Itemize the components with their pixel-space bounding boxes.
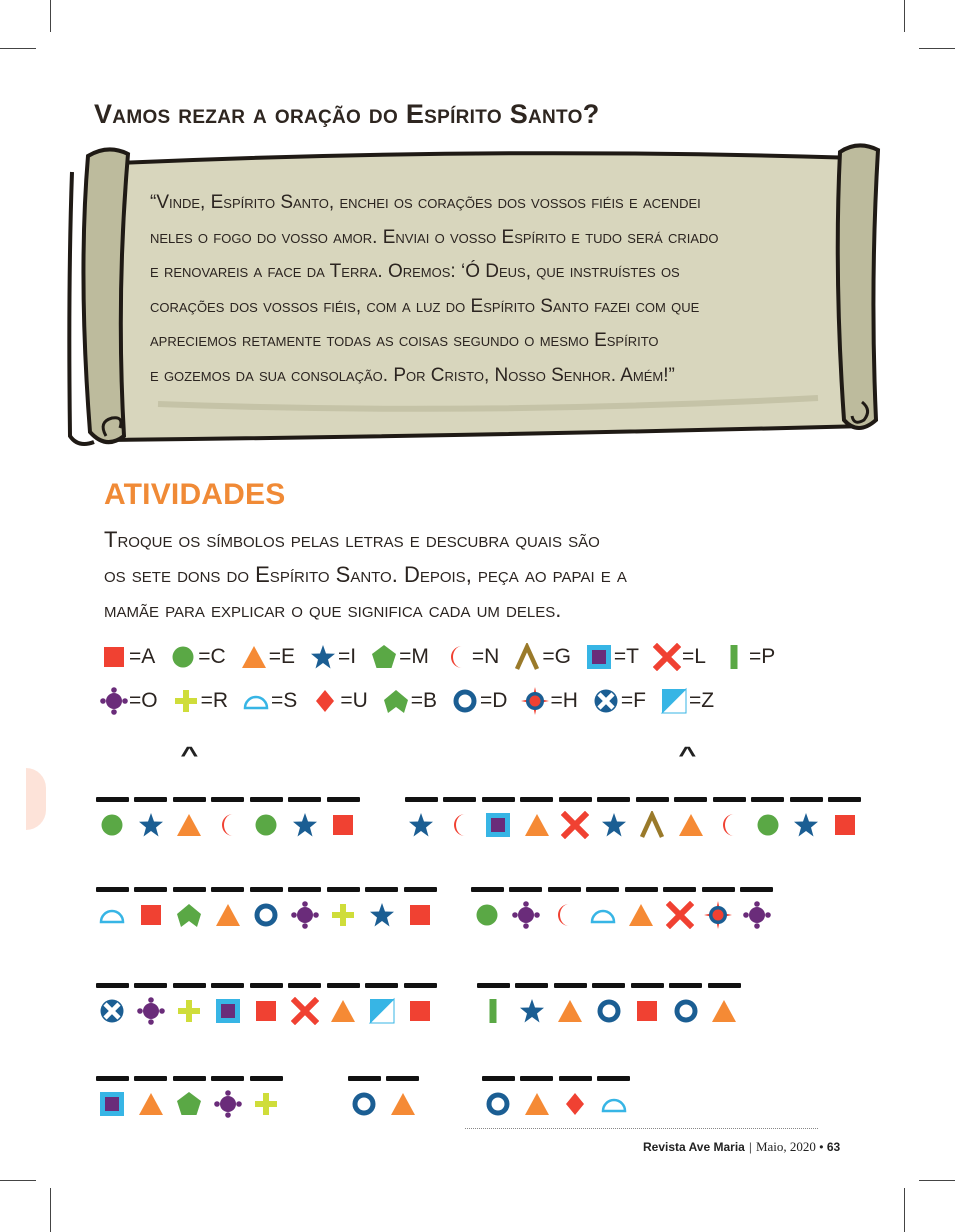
legend-letter: =L bbox=[682, 645, 706, 668]
answer-line bbox=[669, 983, 702, 988]
instruction-line: Troque os símbolos pelas letras e descubra quais são bbox=[104, 527, 600, 552]
letter-blank[interactable] bbox=[468, 887, 507, 929]
answer-line bbox=[708, 983, 741, 988]
answer-line bbox=[592, 983, 625, 988]
purple-compass-icon bbox=[291, 901, 319, 929]
letter-blank[interactable] bbox=[633, 797, 672, 839]
legend-key bbox=[720, 643, 775, 671]
puzzle-word bbox=[93, 797, 363, 839]
blue-star-icon bbox=[518, 997, 546, 1025]
letter-blank[interactable] bbox=[628, 983, 667, 1025]
blue-star-icon bbox=[291, 811, 319, 839]
orange-triangle-icon bbox=[137, 1090, 165, 1118]
letter-blank[interactable] bbox=[479, 797, 518, 839]
answer-line bbox=[134, 887, 167, 892]
answer-line bbox=[211, 1076, 244, 1081]
letter-blank[interactable] bbox=[209, 797, 248, 839]
orange-triangle-icon bbox=[214, 901, 242, 929]
letter-blank[interactable] bbox=[247, 797, 286, 839]
purple-compass-icon bbox=[100, 687, 128, 715]
answer-line bbox=[327, 983, 360, 988]
answer-line bbox=[365, 887, 398, 892]
purple-compass-icon bbox=[743, 901, 771, 929]
letter-blank[interactable] bbox=[247, 983, 286, 1025]
accent-caret: ^ bbox=[678, 742, 697, 767]
answer-line bbox=[751, 797, 784, 802]
orange-triangle-icon bbox=[389, 1090, 417, 1118]
answer-line bbox=[597, 797, 630, 802]
letter-blank[interactable] bbox=[667, 983, 706, 1025]
answer-line bbox=[559, 797, 592, 802]
letter-blank[interactable] bbox=[132, 797, 171, 839]
answer-line bbox=[250, 797, 283, 802]
letter-blank[interactable] bbox=[474, 983, 513, 1025]
letter-blank[interactable] bbox=[556, 1076, 595, 1118]
answer-line bbox=[554, 983, 587, 988]
prayer-line: apreciemos retamente todas as coisas segundo o mesmo Espírito bbox=[150, 330, 659, 351]
answer-line bbox=[288, 887, 321, 892]
answer-line bbox=[250, 983, 283, 988]
letter-blank[interactable] bbox=[507, 887, 546, 929]
answer-line bbox=[173, 887, 206, 892]
symbol-legend-row-1 bbox=[100, 640, 789, 674]
letter-blank[interactable] bbox=[556, 797, 595, 839]
legend-letter: =F bbox=[620, 689, 647, 712]
blue-x-circle-icon bbox=[592, 687, 620, 715]
puzzle-word bbox=[474, 983, 744, 1025]
answer-line bbox=[327, 797, 360, 802]
letter-blank[interactable] bbox=[738, 887, 777, 929]
yellow-plus-icon bbox=[175, 997, 203, 1025]
page-number: 63 bbox=[826, 1140, 841, 1154]
answer-line bbox=[348, 1076, 381, 1081]
answer-line bbox=[674, 797, 707, 802]
legend-key bbox=[382, 687, 437, 715]
letter-blank[interactable] bbox=[345, 1076, 384, 1118]
puzzle-word bbox=[93, 1076, 286, 1118]
letter-blank[interactable] bbox=[551, 983, 590, 1025]
legend-key bbox=[521, 687, 577, 715]
letter-blank[interactable] bbox=[324, 887, 363, 929]
green-house-icon bbox=[175, 901, 203, 929]
answer-line bbox=[515, 983, 548, 988]
prayer-text bbox=[150, 186, 830, 393]
letter-blank[interactable] bbox=[286, 797, 325, 839]
letter-blank[interactable] bbox=[170, 983, 209, 1025]
blue-dome-icon bbox=[98, 901, 126, 929]
letter-blank[interactable] bbox=[132, 887, 171, 929]
red-square-icon bbox=[137, 901, 165, 929]
letter-blank[interactable] bbox=[479, 1076, 518, 1118]
yellow-plus-icon bbox=[329, 901, 357, 929]
blue-x-circle-icon bbox=[98, 997, 126, 1025]
answer-line bbox=[173, 1076, 206, 1081]
legend-letter: =C bbox=[198, 645, 226, 668]
letter-blank[interactable] bbox=[622, 887, 661, 929]
red-crescent-icon bbox=[446, 811, 474, 839]
page-footer bbox=[643, 1139, 840, 1155]
brown-chevron-icon bbox=[638, 811, 666, 839]
green-circle-icon bbox=[473, 901, 501, 929]
blue-star-icon bbox=[792, 811, 820, 839]
letter-blank[interactable] bbox=[93, 1076, 132, 1118]
red-crescent-icon bbox=[443, 643, 471, 671]
letter-blank[interactable] bbox=[209, 1076, 248, 1118]
letter-blank[interactable] bbox=[699, 887, 738, 929]
prayer-line: e renovareis a face da Terra. Oremos: ‘Ó Deus, que instruístes os bbox=[150, 261, 680, 282]
blue-ring-icon bbox=[451, 687, 479, 715]
red-crescent-icon bbox=[550, 901, 578, 929]
red-x-icon bbox=[653, 643, 681, 671]
letter-blank[interactable] bbox=[749, 797, 788, 839]
legend-key bbox=[370, 643, 429, 671]
blue-split-square-icon bbox=[368, 997, 396, 1025]
legend-letter: =D bbox=[480, 689, 508, 712]
answer-line bbox=[471, 887, 504, 892]
purple-framed-square-icon bbox=[98, 1090, 126, 1118]
blue-dome-icon bbox=[589, 901, 617, 929]
brown-chevron-icon bbox=[513, 643, 541, 671]
activities-heading: ATIVIDADES bbox=[104, 478, 286, 511]
green-circle-icon bbox=[754, 811, 782, 839]
answer-line bbox=[559, 1076, 592, 1081]
crop-mark bbox=[0, 48, 36, 49]
answer-line bbox=[702, 887, 735, 892]
prayer-line: e gozemos da sua consolação. Por Cristo, Nosso Senhor. Amém!” bbox=[150, 364, 675, 386]
legend-letter: =G bbox=[542, 645, 571, 668]
red-target-icon bbox=[704, 901, 732, 929]
answer-line bbox=[96, 1076, 129, 1081]
blue-star-icon bbox=[407, 811, 435, 839]
red-x-icon bbox=[666, 901, 694, 929]
legend-letter: =M bbox=[399, 645, 429, 668]
red-target-icon bbox=[521, 687, 549, 715]
letter-blank[interactable] bbox=[672, 797, 711, 839]
letter-blank[interactable] bbox=[170, 1076, 209, 1118]
answer-line bbox=[520, 797, 553, 802]
letter-blank[interactable] bbox=[826, 797, 865, 839]
answer-line bbox=[404, 887, 437, 892]
red-diamond-icon bbox=[311, 687, 339, 715]
answer-line bbox=[404, 983, 437, 988]
answer-line bbox=[597, 1076, 630, 1081]
answer-line bbox=[386, 1076, 419, 1081]
footer-bullet: • bbox=[819, 1140, 824, 1154]
legend-key bbox=[660, 687, 714, 715]
blue-ring-icon bbox=[484, 1090, 512, 1118]
legend-key bbox=[172, 687, 228, 715]
red-diamond-icon bbox=[561, 1090, 589, 1118]
orange-triangle-icon bbox=[523, 1090, 551, 1118]
answer-line bbox=[482, 1076, 515, 1081]
answer-line bbox=[663, 887, 696, 892]
orange-triangle-icon bbox=[677, 811, 705, 839]
letter-blank[interactable] bbox=[518, 1076, 557, 1118]
puzzle-word bbox=[93, 887, 440, 929]
symbol-legend-row-2 bbox=[100, 684, 728, 718]
puzzle-word bbox=[468, 887, 776, 929]
answer-line bbox=[548, 887, 581, 892]
legend-letter: =U bbox=[340, 689, 368, 712]
letter-blank[interactable] bbox=[93, 887, 132, 929]
purple-compass-icon bbox=[214, 1090, 242, 1118]
legend-key bbox=[653, 643, 706, 671]
blue-ring-icon bbox=[672, 997, 700, 1025]
legend-letter: =H bbox=[550, 689, 578, 712]
legend-key bbox=[242, 687, 297, 715]
answer-line bbox=[288, 983, 321, 988]
letter-blank[interactable] bbox=[93, 797, 132, 839]
answer-line bbox=[477, 983, 510, 988]
blue-star-icon bbox=[137, 811, 165, 839]
answer-line bbox=[636, 797, 669, 802]
legend-key bbox=[311, 687, 367, 715]
answer-line bbox=[790, 797, 823, 802]
legend-key bbox=[309, 643, 356, 671]
answer-line bbox=[173, 983, 206, 988]
answer-line bbox=[443, 797, 476, 802]
red-square-icon bbox=[406, 901, 434, 929]
letter-blank[interactable] bbox=[402, 797, 441, 839]
blue-star-icon bbox=[368, 901, 396, 929]
crop-mark bbox=[919, 48, 955, 49]
answer-line bbox=[96, 797, 129, 802]
letter-blank[interactable] bbox=[595, 1076, 634, 1118]
letter-blank[interactable] bbox=[93, 983, 132, 1025]
red-square-icon bbox=[633, 997, 661, 1025]
letter-blank[interactable] bbox=[170, 887, 209, 929]
letter-blank[interactable] bbox=[132, 1076, 171, 1118]
green-pentagon-icon bbox=[370, 643, 398, 671]
letter-blank[interactable] bbox=[441, 797, 480, 839]
legend-letter: =B bbox=[410, 689, 438, 712]
purple-framed-square-icon bbox=[484, 811, 512, 839]
purple-compass-icon bbox=[512, 901, 540, 929]
blue-dome-icon bbox=[600, 1090, 628, 1118]
legend-key bbox=[443, 643, 499, 671]
green-pentagon-icon bbox=[175, 1090, 203, 1118]
answer-line bbox=[631, 983, 664, 988]
blue-ring-icon bbox=[252, 901, 280, 929]
answer-line bbox=[625, 887, 658, 892]
letter-blank[interactable] bbox=[787, 797, 826, 839]
letter-blank[interactable] bbox=[170, 797, 209, 839]
answer-line bbox=[586, 887, 619, 892]
purple-framed-square-icon bbox=[214, 997, 242, 1025]
green-circle-icon bbox=[169, 643, 197, 671]
legend-key bbox=[585, 643, 639, 671]
green-circle-icon bbox=[252, 811, 280, 839]
legend-key bbox=[451, 687, 507, 715]
legend-key bbox=[169, 643, 225, 671]
prayer-line: “Vinde, Espírito Santo, enchei os corações dos vossos fiéis e acendei bbox=[150, 192, 701, 213]
legend-letter: =E bbox=[268, 645, 295, 668]
legend-letter: =N bbox=[471, 645, 500, 668]
blue-star-icon bbox=[600, 811, 628, 839]
instructions bbox=[104, 522, 744, 627]
answer-line bbox=[288, 797, 321, 802]
green-house-icon bbox=[382, 687, 410, 715]
red-crescent-icon bbox=[214, 811, 242, 839]
page-title: Vamos rezar a oração do Espírito Santo? bbox=[94, 99, 600, 129]
answer-line bbox=[96, 983, 129, 988]
letter-blank[interactable] bbox=[384, 1076, 423, 1118]
answer-line bbox=[740, 887, 773, 892]
instruction-line: os sete dons do Espírito Santo. Depois, peça ao papai e a bbox=[104, 562, 627, 587]
purple-framed-square-icon bbox=[585, 643, 613, 671]
answer-line bbox=[520, 1076, 553, 1081]
legend-letter: =I bbox=[338, 645, 357, 668]
letter-blank[interactable] bbox=[518, 797, 557, 839]
answer-line bbox=[405, 797, 438, 802]
letter-blank[interactable] bbox=[705, 983, 744, 1025]
answer-line bbox=[134, 983, 167, 988]
orange-triangle-icon bbox=[523, 811, 551, 839]
legend-letter: =R bbox=[200, 689, 229, 712]
letter-blank[interactable] bbox=[590, 983, 629, 1025]
answer-line bbox=[211, 983, 244, 988]
red-x-icon bbox=[291, 997, 319, 1025]
answer-line bbox=[365, 983, 398, 988]
puzzle-word bbox=[345, 1076, 422, 1118]
letter-blank[interactable] bbox=[661, 887, 700, 929]
red-square-icon bbox=[100, 643, 128, 671]
accent-caret: ^ bbox=[180, 742, 199, 767]
answer-line bbox=[134, 1076, 167, 1081]
legend-letter: =P bbox=[748, 645, 776, 668]
prayer-line: corações dos vossos fiéis, com a luz do Espírito Santo fazei com que bbox=[150, 295, 700, 317]
prayer-line: neles o fogo do vosso amor. Enviai o vosso Espírito e tudo será criado bbox=[150, 226, 719, 248]
crop-mark bbox=[0, 1180, 36, 1181]
answer-line bbox=[211, 797, 244, 802]
answer-line bbox=[211, 887, 244, 892]
legend-key bbox=[592, 687, 646, 715]
blue-ring-icon bbox=[350, 1090, 378, 1118]
legend-letter: =O bbox=[129, 689, 158, 712]
blue-dome-icon bbox=[242, 687, 270, 715]
letter-blank[interactable] bbox=[209, 983, 248, 1025]
orange-triangle-icon bbox=[175, 811, 203, 839]
crop-mark bbox=[904, 0, 905, 32]
instruction-line: mamãe para explicar o que significa cada um deles. bbox=[104, 597, 562, 622]
letter-blank[interactable] bbox=[401, 983, 440, 1025]
crop-mark bbox=[904, 1188, 905, 1232]
letter-blank[interactable] bbox=[401, 887, 440, 929]
puzzle-word bbox=[402, 797, 864, 839]
orange-triangle-icon bbox=[329, 997, 357, 1025]
side-decoration bbox=[26, 768, 46, 830]
green-bar-icon bbox=[720, 643, 748, 671]
letter-blank[interactable] bbox=[584, 887, 623, 929]
blue-ring-icon bbox=[595, 997, 623, 1025]
blue-split-square-icon bbox=[660, 687, 688, 715]
purple-compass-icon bbox=[137, 997, 165, 1025]
letter-blank[interactable] bbox=[545, 887, 584, 929]
orange-triangle-icon bbox=[710, 997, 738, 1025]
answer-line bbox=[134, 797, 167, 802]
footer-separator: | bbox=[748, 1140, 752, 1154]
legend-key bbox=[100, 643, 155, 671]
red-square-icon bbox=[329, 811, 357, 839]
red-crescent-icon bbox=[715, 811, 743, 839]
letter-blank[interactable] bbox=[710, 797, 749, 839]
legend-key bbox=[513, 643, 571, 671]
letter-blank[interactable] bbox=[324, 797, 363, 839]
letter-blank[interactable] bbox=[247, 1076, 286, 1118]
crop-mark bbox=[50, 1188, 51, 1232]
answer-line bbox=[250, 1076, 283, 1081]
footer-rule bbox=[465, 1128, 818, 1129]
red-x-icon bbox=[561, 811, 589, 839]
puzzle-word bbox=[93, 983, 440, 1025]
letter-blank[interactable] bbox=[132, 983, 171, 1025]
orange-triangle-icon bbox=[240, 643, 268, 671]
blue-star-icon bbox=[309, 643, 337, 671]
legend-key bbox=[100, 687, 158, 715]
crop-mark bbox=[50, 0, 51, 32]
answer-line bbox=[250, 887, 283, 892]
letter-blank[interactable] bbox=[595, 797, 634, 839]
letter-blank[interactable] bbox=[286, 887, 325, 929]
letter-blank[interactable] bbox=[247, 887, 286, 929]
legend-letter: =S bbox=[271, 689, 298, 712]
green-circle-icon bbox=[98, 811, 126, 839]
yellow-plus-icon bbox=[252, 1090, 280, 1118]
orange-triangle-icon bbox=[627, 901, 655, 929]
letter-blank[interactable] bbox=[324, 983, 363, 1025]
answer-line bbox=[482, 797, 515, 802]
red-square-icon bbox=[252, 997, 280, 1025]
yellow-plus-icon bbox=[172, 687, 200, 715]
answer-line bbox=[713, 797, 746, 802]
letter-blank[interactable] bbox=[513, 983, 552, 1025]
answer-line bbox=[828, 797, 861, 802]
letter-blank[interactable] bbox=[209, 887, 248, 929]
issue-date: Maio, 2020 bbox=[755, 1139, 816, 1154]
legend-letter: =A bbox=[129, 645, 156, 668]
letter-blank[interactable] bbox=[286, 983, 325, 1025]
red-square-icon bbox=[406, 997, 434, 1025]
answer-line bbox=[173, 797, 206, 802]
magazine-name: Revista Ave Maria bbox=[643, 1140, 745, 1154]
puzzle-word bbox=[479, 1076, 633, 1118]
legend-letter: =T bbox=[613, 645, 640, 668]
answer-line bbox=[96, 887, 129, 892]
crop-mark bbox=[919, 1180, 955, 1181]
legend-letter: =Z bbox=[689, 689, 715, 712]
letter-blank[interactable] bbox=[363, 887, 402, 929]
green-bar-icon bbox=[479, 997, 507, 1025]
orange-triangle-icon bbox=[556, 997, 584, 1025]
answer-line bbox=[327, 887, 360, 892]
letter-blank[interactable] bbox=[363, 983, 402, 1025]
legend-key bbox=[240, 643, 295, 671]
answer-line bbox=[509, 887, 542, 892]
red-square-icon bbox=[831, 811, 859, 839]
